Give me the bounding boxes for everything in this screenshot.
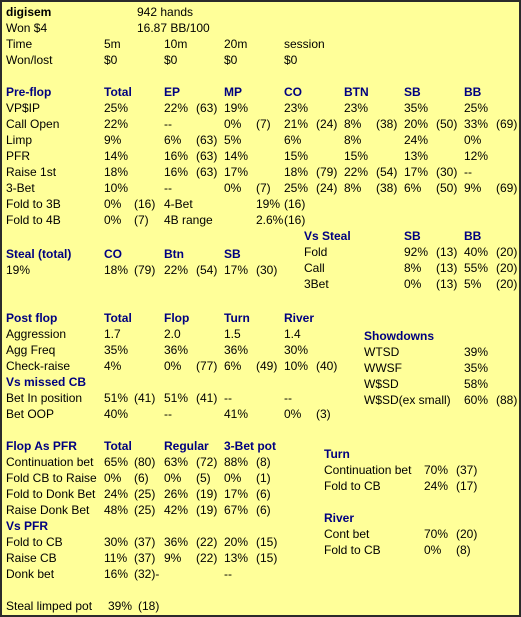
vs-pfr-cell: 20% [224,535,249,549]
preflop-cell: 14% [104,149,129,163]
vs-steal-row-label: Call [304,261,325,275]
river-row-label: Fold to CB [324,543,381,557]
vs-pfr-row-label: Fold to CB [6,535,63,549]
preflop-cell: 0% [464,133,482,147]
steal-cell: 22% [164,263,189,277]
preflop-cell: 15% [284,149,309,163]
flop-pfr-cell: (8) [256,455,271,469]
vs-pfr-cell: (37) [134,551,156,565]
postflop-col-header: Flop [164,311,190,325]
flop-pfr-cell: (19) [196,487,218,501]
preflop-cell: 10% [104,181,129,195]
vs-steal-cell: (20) [496,261,518,275]
preflop-cell: (16) [284,197,306,211]
river-count: (20) [456,527,478,541]
flop-pfr-cell: 63% [164,455,189,469]
postflop-cell: 36% [224,343,249,357]
postflop-title: Post flop [6,311,58,325]
flop-pfr-cell: 67% [224,503,249,517]
flop-pfr-col-header: Total [104,439,132,453]
preflop-cell: 15% [344,149,369,163]
preflop-cell: 22% [344,165,369,179]
flop-pfr-cell: 17% [224,487,249,501]
preflop-cell: 6% [284,133,302,147]
river-row-label: Cont bet [324,527,370,541]
preflop-cell: 2.6% [256,213,284,227]
postflop-row-label: Aggression [6,327,67,341]
missed-cb-cell: (41) [134,391,156,405]
turn-row-label: Fold to CB [324,479,381,493]
vs-steal-cell: 40% [464,245,489,259]
showdown-row-label: W$SD [364,377,399,391]
preflop-cell: 8% [344,117,362,131]
vs-steal-cell: 5% [464,277,482,291]
postflop-cell: 36% [164,343,189,357]
vs-pfr-cell: (15) [256,551,278,565]
flop-pfr-cell: (25) [134,487,156,501]
wonlost-value: $0 [164,53,178,67]
preflop-row-label: PFR [6,149,30,163]
postflop-cell: 4% [104,359,122,373]
showdown-count: (88) [496,393,518,407]
preflop-col-header: EP [164,85,181,99]
preflop-row-label: Call Open [6,117,60,131]
turn-value: 24% [424,479,449,493]
preflop-cell: (63) [196,101,218,115]
postflop-cell: (40) [316,359,338,373]
preflop-row-label: VP$IP [6,101,41,115]
preflop-cell: (38) [376,181,398,195]
preflop-cell: 17% [224,165,249,179]
preflop-row-label: Fold to 3B [6,197,61,211]
flop-pfr-cell: 0% [164,471,182,485]
preflop-cell: 9% [464,181,482,195]
steal-limped-label: Steal limped pot [6,599,93,613]
preflop-cell: -- [164,117,172,131]
steal-cell: 17% [224,263,249,277]
vs-pfr-title: Vs PFR [6,519,49,533]
preflop-cell: 4-Bet [164,197,193,211]
turn-value: 70% [424,463,449,477]
postflop-cell: (49) [256,359,278,373]
won-amount: Won $4 [6,21,48,35]
preflop-cell: (7) [134,213,149,227]
vs-steal-cell: 55% [464,261,489,275]
preflop-cell: (63) [196,149,218,163]
steal-col-header: CO [104,247,122,261]
steal-limped-value: 39% [108,599,133,613]
flop-pfr-title: Flop As PFR [6,439,77,453]
flop-pfr-cell: (25) [134,503,156,517]
preflop-title: Pre-flop [6,85,52,99]
preflop-cell: (24) [316,117,338,131]
wonlost-value: $0 [224,53,238,67]
vs-pfr-cell: (22) [196,535,218,549]
flop-pfr-row-label: Raise Donk Bet [6,503,90,517]
postflop-cell: (77) [196,359,218,373]
wonlost-value: $0 [104,53,118,67]
preflop-cell: (24) [316,181,338,195]
river-count: (8) [456,543,471,557]
preflop-cell: 16% [164,149,189,163]
vs-steal-col-header: BB [464,229,482,243]
preflop-cell: (69) [496,181,518,195]
flop-pfr-cell: 0% [224,471,242,485]
preflop-cell: 0% [224,117,242,131]
preflop-cell: -- [464,165,472,179]
flop-pfr-cell: (5) [196,471,211,485]
steal-col-header: Btn [164,247,184,261]
preflop-cell: 16% [164,165,189,179]
preflop-cell: (63) [196,133,218,147]
preflop-cell: 18% [104,165,129,179]
flop-pfr-cell: (80) [134,455,156,469]
preflop-cell: 17% [404,165,429,179]
preflop-col-header: CO [284,85,302,99]
river-value: 0% [424,543,442,557]
flop-pfr-cell: 48% [104,503,129,517]
vs-pfr-cell: -- [224,567,232,581]
preflop-cell: 12% [464,149,489,163]
postflop-cell: 2.0 [164,327,181,341]
missed-cb-cell: 41% [224,407,249,421]
steal-limped-count: (18) [138,599,160,613]
preflop-cell: 18% [284,165,309,179]
flop-pfr-row-label: Fold to Donk Bet [6,487,96,501]
vs-steal-title: Vs Steal [304,229,351,243]
postflop-row-label: Check-raise [6,359,71,373]
time-col-header: 10m [164,37,188,51]
vs-steal-cell: (13) [436,245,458,259]
river-value: 70% [424,527,449,541]
flop-pfr-cell: 42% [164,503,189,517]
postflop-cell: 10% [284,359,309,373]
missed-cb-cell: (41) [196,391,218,405]
vs-pfr-cell: (32)- [134,567,160,581]
showdown-value: 35% [464,361,489,375]
steal-title: Steal (total) [6,247,72,261]
flop-pfr-cell: (72) [196,455,218,469]
vs-steal-cell: (13) [436,261,458,275]
wonlost-label: Won/lost [6,53,53,67]
preflop-cell: 4B range [164,213,213,227]
preflop-cell: 33% [464,117,489,131]
missed-cb-cell: -- [164,407,172,421]
vs-steal-col-header: SB [404,229,421,243]
missed-cb-cell: 0% [284,407,302,421]
time-col-header: 5m [104,37,121,51]
river-title: River [324,511,355,525]
flop-pfr-cell: (1) [256,471,271,485]
vs-pfr-cell: (15) [256,535,278,549]
preflop-cell: 13% [404,149,429,163]
showdown-value: 58% [464,377,489,391]
flop-pfr-row-label: Continuation bet [6,455,94,469]
preflop-cell: 20% [404,117,429,131]
preflop-cell: 35% [404,101,429,115]
preflop-cell: 14% [224,149,249,163]
preflop-cell: 0% [104,197,122,211]
preflop-cell: 0% [104,213,122,227]
preflop-cell: 8% [344,181,362,195]
time-label: Time [6,37,33,51]
showdown-row-label: WWSF [364,361,402,375]
preflop-cell: 9% [104,133,122,147]
turn-count: (37) [456,463,478,477]
flop-pfr-cell: (6) [256,503,271,517]
flop-pfr-col-header: Regular [164,439,209,453]
preflop-row-label: Limp [6,133,33,147]
preflop-cell: 6% [404,181,422,195]
preflop-cell: 21% [284,117,309,131]
flop-pfr-cell: 24% [104,487,129,501]
vs-steal-cell: 0% [404,277,422,291]
preflop-cell: (38) [376,117,398,131]
showdown-value: 39% [464,345,489,359]
postflop-cell: 6% [224,359,242,373]
preflop-cell: -- [164,181,172,195]
preflop-cell: 0% [224,181,242,195]
vs-pfr-cell: 30% [104,535,129,549]
time-col-header: 20m [224,37,248,51]
vs-steal-cell: 92% [404,245,429,259]
time-col-header: session [284,37,325,51]
vs-steal-cell: (13) [436,277,458,291]
preflop-cell: 22% [164,101,189,115]
vs-steal-row-label: Fold [304,245,328,259]
flop-pfr-cell: 26% [164,487,189,501]
flop-pfr-cell: 0% [104,471,122,485]
flop-pfr-col-header: 3-Bet pot [224,439,276,453]
vs-pfr-row-label: Raise CB [6,551,57,565]
flop-pfr-cell: (6) [134,471,149,485]
preflop-cell: (69) [496,117,518,131]
vs-pfr-cell: (37) [134,535,156,549]
steal-total: 19% [6,263,31,277]
preflop-cell: 8% [344,133,362,147]
preflop-cell: 23% [284,101,309,115]
vs-steal-row-label: 3Bet [304,277,329,291]
postflop-cell: 1.7 [104,327,121,341]
preflop-cell: (16) [134,197,156,211]
preflop-row-label: 3-Bet [6,181,35,195]
postflop-col-header: Total [104,311,132,325]
steal-cell: (30) [256,263,278,277]
missed-cb-cell: -- [224,391,232,405]
preflop-cell: 22% [104,117,129,131]
postflop-cell: 30% [284,343,309,357]
preflop-col-header: SB [404,85,421,99]
vs-pfr-cell: 16% [104,567,129,581]
showdown-value: 60% [464,393,489,407]
preflop-cell: (54) [376,165,398,179]
vs-steal-cell: 8% [404,261,422,275]
showdown-row-label: WTSD [364,345,400,359]
turn-title: Turn [324,447,350,461]
vs-pfr-cell: 13% [224,551,249,565]
postflop-cell: 1.4 [284,327,301,341]
missed-cb-row-label: Bet In position [6,391,83,405]
showdown-row-label: W$SD(ex small) [364,393,451,407]
preflop-cell: 19% [224,101,249,115]
missed-cb-title: Vs missed CB [6,375,87,389]
preflop-cell: 23% [344,101,369,115]
vs-pfr-cell: 11% [104,551,128,565]
preflop-cell: (16) [284,213,306,227]
preflop-row-label: Raise 1st [6,165,57,179]
preflop-cell: (7) [256,181,271,195]
flop-pfr-cell: 65% [104,455,129,469]
preflop-col-header: MP [224,85,242,99]
vs-pfr-cell: 36% [164,535,189,549]
vs-steal-cell: (20) [496,277,518,291]
preflop-row-label: Fold to 4B [6,213,61,227]
postflop-cell: 0% [164,359,182,373]
postflop-cell: 1.5 [224,327,241,341]
preflop-col-header: Total [104,85,132,99]
missed-cb-cell: 51% [104,391,129,405]
preflop-cell: 6% [164,133,182,147]
preflop-cell: (50) [436,181,458,195]
postflop-row-label: Agg Freq [6,343,56,357]
preflop-cell: 5% [224,133,242,147]
player-name: digisem [6,5,52,19]
preflop-cell: (50) [436,117,458,131]
preflop-cell: (63) [196,165,218,179]
steal-cell: (79) [134,263,156,277]
preflop-cell: 24% [404,133,429,147]
steal-cell: (54) [196,263,218,277]
flop-pfr-cell: (6) [256,487,271,501]
preflop-cell: (30) [436,165,458,179]
wonlost-value: $0 [284,53,298,67]
turn-row-label: Continuation bet [324,463,412,477]
missed-cb-row-label: Bet OOP [6,407,55,421]
postflop-col-header: River [284,311,315,325]
flop-pfr-cell: 88% [224,455,249,469]
vs-pfr-cell: 9% [164,551,182,565]
preflop-cell: 25% [284,181,309,195]
vs-pfr-row-label: Donk bet [6,567,55,581]
missed-cb-cell: -- [284,391,292,405]
steal-col-header: SB [224,247,241,261]
flop-pfr-cell: (19) [196,503,218,517]
turn-count: (17) [456,479,478,493]
hands-count: 942 hands [137,5,194,19]
vs-steal-cell: (20) [496,245,518,259]
missed-cb-cell: 40% [104,407,129,421]
missed-cb-cell: 51% [164,391,189,405]
preflop-cell: 25% [104,101,129,115]
bb-per-100: 16.87 BB/100 [137,21,210,35]
showdowns-title: Showdowns [364,329,434,343]
preflop-cell: (79) [316,165,338,179]
preflop-col-header: BB [464,85,482,99]
steal-cell: 18% [104,263,129,277]
preflop-cell: 19% [256,197,281,211]
postflop-cell: 35% [104,343,129,357]
postflop-col-header: Turn [224,311,250,325]
preflop-cell: 25% [464,101,489,115]
missed-cb-cell: (3) [316,407,331,421]
flop-pfr-row-label: Fold CB to Raise [6,471,97,485]
vs-pfr-cell: (22) [196,551,218,565]
preflop-col-header: BTN [344,85,369,99]
preflop-cell: (7) [256,117,271,131]
